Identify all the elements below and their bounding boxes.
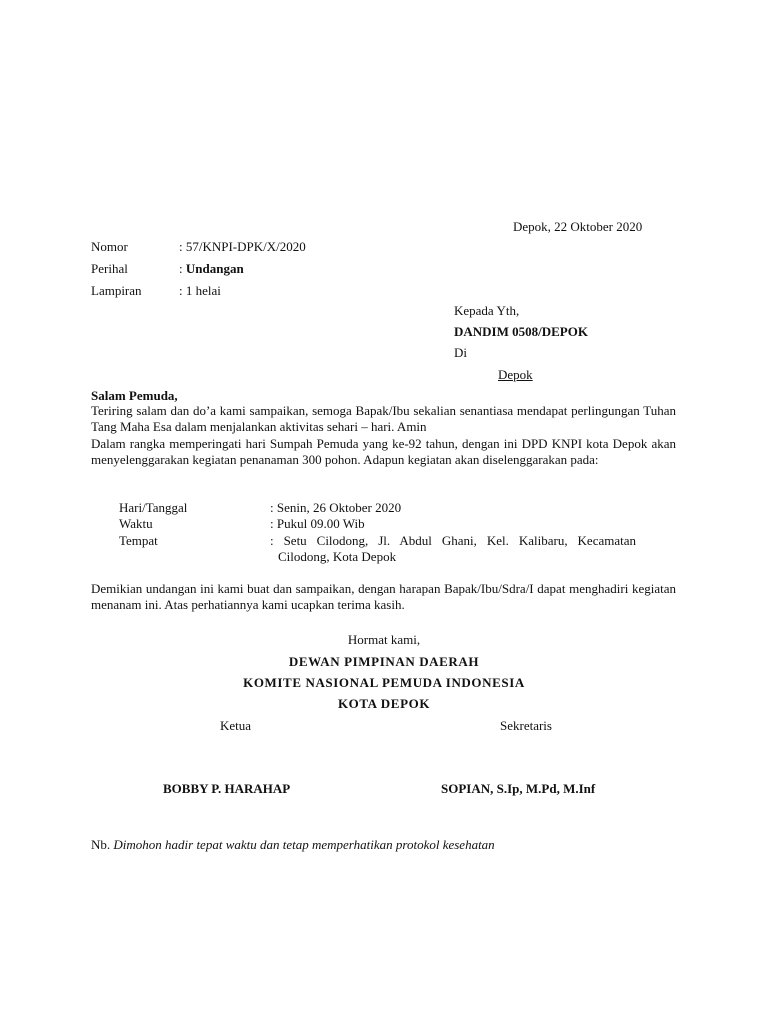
recipient-kepada: Kepada Yth,: [454, 303, 520, 318]
paragraph-event-intro: Dalam rangka memperingati hari Sumpah Pemuda yang ke-92 tahun, dengan ini DPD KNPI kota Depok akan menyelenggarakan kegiatan penanaman 300 pohon. Adapun kegiatan akan diselenggarakan pada:: [91, 436, 676, 468]
role-sekretaris: Sekretaris: [500, 718, 552, 733]
greeting: Salam Pemuda,: [91, 388, 178, 403]
perihal-value-row: [179, 261, 244, 277]
nomor-value: : 57/KNPI-DPK/X/2020: [179, 239, 306, 254]
hari-value: : Senin, 26 Oktober 2020: [270, 500, 402, 515]
nomor-label: Nomor: [91, 239, 128, 254]
tempat-label: Tempat: [119, 533, 158, 548]
perihal-colon: :: [179, 261, 183, 276]
org-line-1: DEWAN PIMPINAN DAERAH: [288, 654, 480, 669]
org-line-2: KOMITE NASIONAL PEMUDA INDONESIA: [243, 675, 525, 690]
waktu-value: : Pukul 09.00 Wib: [270, 516, 365, 531]
org-line-3: KOTA DEPOK: [337, 696, 431, 711]
name-ketua: BOBBY P. HARAHAP: [163, 781, 291, 796]
tempat-value-line1: : Setu Cilodong, Jl. Abdul Ghani, Kel. Kalibaru, Kecamatan: [270, 533, 636, 548]
recipient-place: Depok: [498, 367, 533, 382]
role-ketua: Ketua: [220, 718, 252, 733]
lampiran-label: Lampiran: [91, 283, 142, 298]
note-text: Dimohon hadir tepat waktu dan tetap memperhatikan protokol kesehatan: [113, 837, 495, 852]
recipient-name: DANDIM 0508/DEPOK: [454, 324, 588, 339]
perihal-value: Undangan: [185, 261, 244, 276]
place-date: Depok, 22 Oktober 2020: [513, 219, 643, 234]
hari-label: Hari/Tanggal: [119, 500, 188, 515]
name-sekretaris: SOPIAN, S.Ip, M.Pd, M.Inf: [441, 781, 596, 796]
paragraph-opening: Teriring salam dan do’a kami sampaikan, semoga Bapak/Ibu sekalian senantiasa mendapat perlingungan Tuhan Tang Maha Esa dalam menjalankan aktivitas sehari – hari. Amin: [91, 403, 676, 435]
note: [91, 837, 495, 853]
waktu-label: Waktu: [119, 516, 153, 531]
closing-hormat: Hormat kami,: [347, 632, 421, 647]
perihal-label: Perihal: [91, 261, 128, 276]
recipient-di: Di: [454, 345, 467, 360]
paragraph-closing: Demikian undangan ini kami buat dan sampaikan, dengan harapan Bapak/Ibu/Sdra/I dapat menghadiri kegiatan menanam ini. Atas perhatiannya kami ucapkan terima kasih.: [91, 581, 676, 613]
lampiran-value: : 1 helai: [179, 283, 221, 298]
tempat-value-line2: Cilodong, Kota Depok: [278, 549, 397, 564]
note-prefix: Nb.: [91, 837, 111, 852]
